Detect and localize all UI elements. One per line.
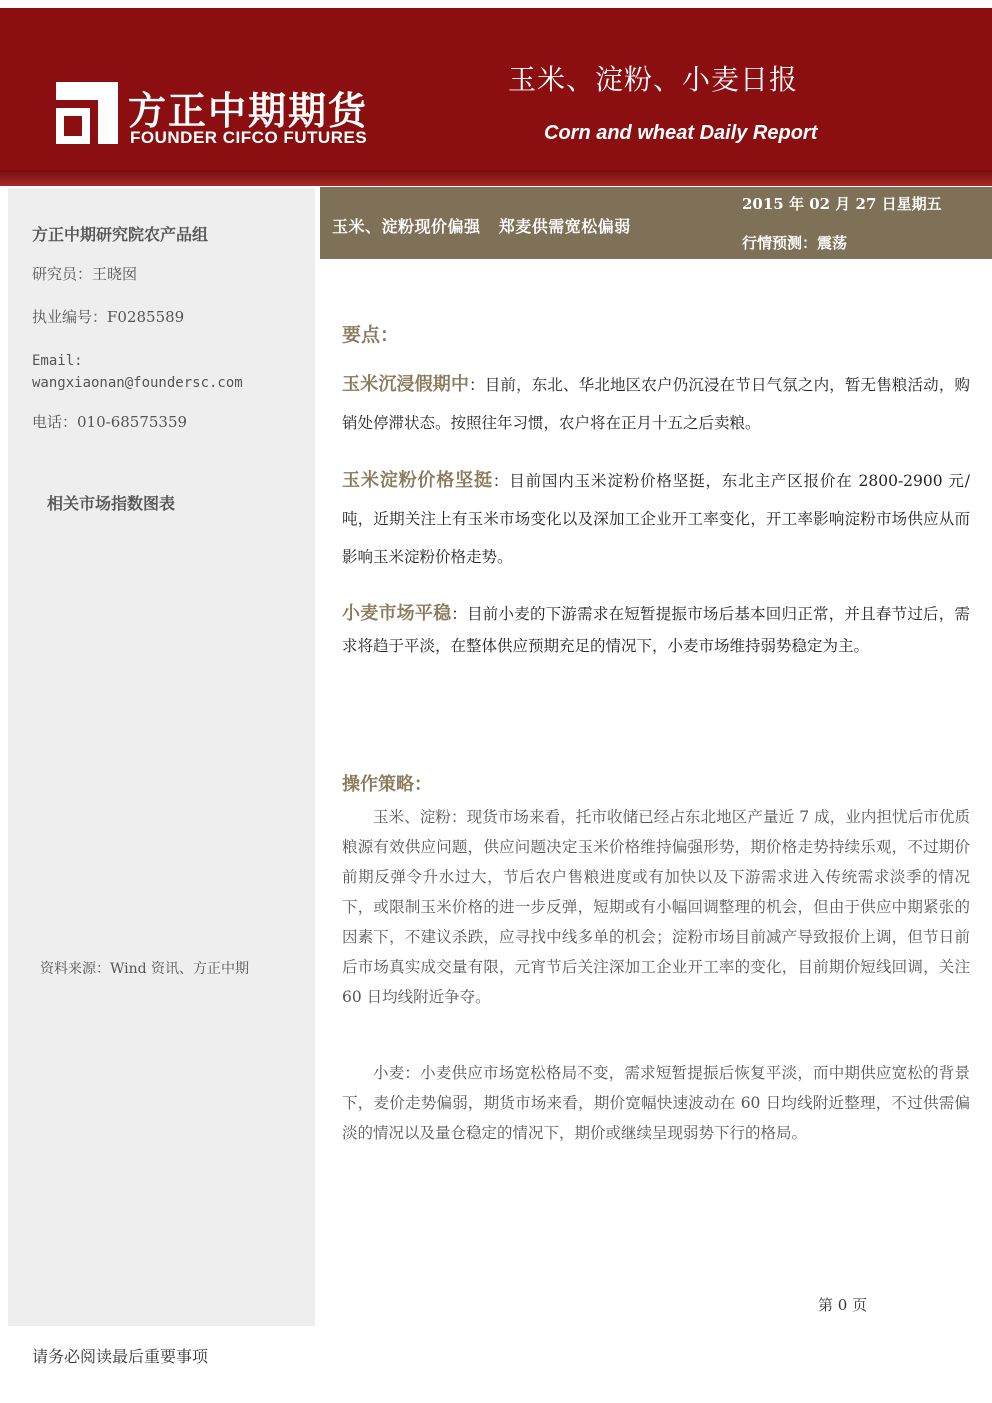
key-point-text: ：目前小麦的下游需求在短暂提振市场后基本回归正常，并且春节过后，需求将趋于平淡，在整体供应预期充足的情况下，小麦市场维持弱势稳定为主。 [342,605,970,655]
email-label: Email: [32,353,83,369]
key-point-corn [342,366,970,442]
key-points-title: 要点： [342,324,400,346]
sidebar-license: 执业编号：F0285589 [32,308,185,326]
banner-headline: 玉米、淀粉现价偏强 郑麦供需宽松偏弱 [332,217,631,236]
sidebar-source: 资料来源：Wind 资讯、方正中期 [40,961,250,977]
footer-disclaimer-note: 请务必阅读最后重要事项 [32,1347,209,1366]
banner-date: 2015 年 02 月 27 日星期五 [742,195,942,213]
key-point-text: ：目前国内玉米淀粉价格坚挺，东北主产区报价在 2800-2900 元/吨，近期关注上有玉米市场变化以及深加工企业开工率变化，开工率影响淀粉市场供应从而影响玉米淀粉价格走势。 [342,472,970,566]
sidebar-researcher: 研究员：王晓囡 [32,265,138,283]
report-title: 玉米、淀粉、小麦日报 [508,63,799,96]
report-subtitle: Corn and wheat Daily Report [544,122,818,144]
company-logo-icon [56,82,118,144]
strategy-title: 操作策略： [342,774,432,795]
sidebar-chart-title: 相关市场指数图表 [47,494,176,513]
sidebar-org: 方正中期研究院农产品组 [32,225,209,244]
email-address[interactable]: wangxiaonan@foundersc.com [32,375,243,391]
key-point-keyword: 玉米淀粉价格坚挺 [342,470,493,491]
sidebar-phone: 电话：010-68575359 [32,413,188,431]
header-shade [0,170,992,186]
logo-chinese-name: 方正中期期货 [128,89,369,133]
strategy-wheat: 小麦：小麦供应市场宽松格局不变，需求短暂提振后恢复平淡，而中期供应宽松的背景下，麦价走势偏弱，期货市场来看，期价宽幅快速波动在 60 日均线附近整理，不过供需偏淡的情况以及量仓稳定的情况下，期价或继续呈现弱势下行的格局。 [342,1064,970,1142]
logo-english-name: FOUNDER CIFCO FUTURES [130,128,368,147]
page-number: 第 0 页 [818,1296,868,1314]
strategy-corn: 玉米、淀粉：现货市场来看，托市收储已经占东北地区产量近 7 成，业内担忧后市优质粮源有效供应问题，供应问题决定玉米价格维持偏强形势，期价格走势持续乐观，不过期价前期反弹令升水过大，节后农户售粮进度或有加快以及下游需求进入传统需求淡季的情况下，或限制玉米价格的进一步反弹，短期或有小幅回调整理的机会，但由于供应中期紧张的因素下，不建议杀跌，应寻找中线多单的机会；淀粉市场目前减产导致报价上调，但节日前后市场真实成交量有限，元宵节后关注深加工企业开工率的变化，目前期价短线回调，关注 60 日均线附近争夺。 [342,808,970,1006]
key-point-starch [342,462,970,576]
key-point-wheat [342,598,970,662]
sidebar-email-block [32,350,243,394]
banner-forecast: 行情预测：震荡 [742,234,848,252]
key-point-text: ：目前，东北、华北地区农户仍沉浸在节日气氛之内，暂无售粮活动，购销处停滞状态。按照往年习惯，农户将在正月十五之后卖粮。 [342,376,970,432]
key-point-keyword: 小麦市场平稳 [342,603,452,624]
key-point-keyword: 玉米沉浸假期中 [342,374,470,395]
